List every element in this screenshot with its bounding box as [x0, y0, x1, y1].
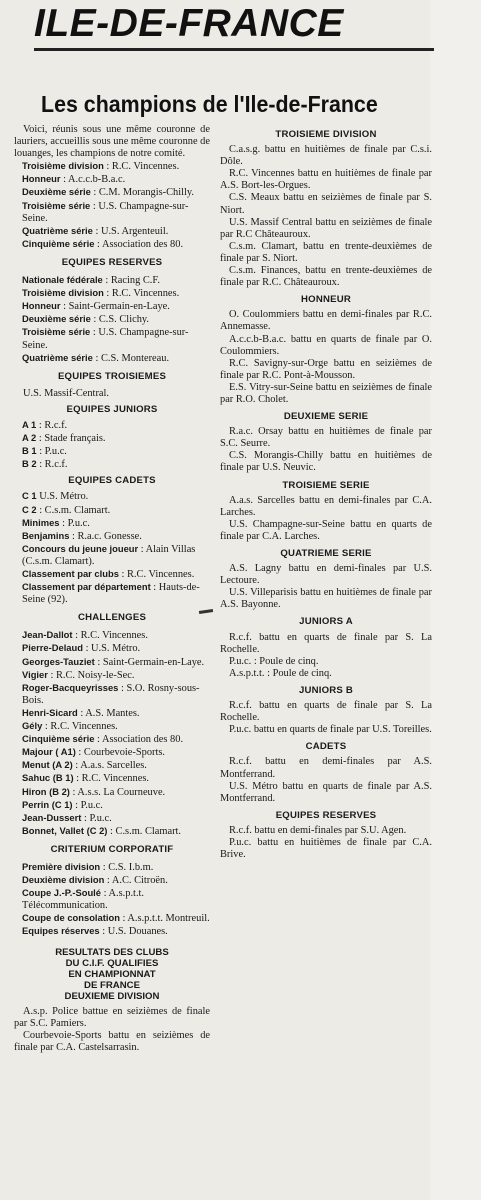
challenges-label: Majour ( A1): [22, 746, 76, 758]
criterium-entry: [14, 912, 210, 925]
challenges-value: : P.u.c.: [81, 812, 112, 824]
resultats-list: [14, 1006, 210, 1054]
cadets-value: : C.s.m. Clamart.: [36, 504, 111, 516]
resultat-item: A.s.p. Police battue en seizièmes de finale par S.C. Pamiers.: [14, 1005, 210, 1029]
cadets-heading: EQUIPES CADETS: [68, 475, 156, 487]
criterium-value: : A.C. Citroën.: [104, 875, 168, 887]
reserves-value: : C.S. Clichy.: [90, 314, 150, 326]
champions-value: : U.S. Argenteuil.: [92, 225, 169, 237]
challenges-value: : P.u.c.: [72, 799, 103, 811]
reserves-entry: [14, 352, 210, 365]
resultats-heading-line: DU C.I.F. QUALIFIES: [65, 957, 159, 969]
resultat-item: Courbevoie-Sports battu en seizièmes de finale par C.A. Castelsarrasin.: [14, 1029, 210, 1053]
challenges-entry: [14, 799, 210, 812]
juniors-entry: [14, 445, 210, 458]
reserves-entry: [14, 274, 210, 287]
result-item: P.u.c. battu en quarts de finale par U.S. Toreilles.: [229, 724, 432, 736]
resultats-heading: [14, 947, 210, 1002]
challenges-label: Menut (A 2): [22, 759, 73, 771]
challenges-value: : A.a.s. Sarcelles.: [72, 760, 147, 772]
resultats-heading-line: DE FRANCE: [84, 979, 140, 991]
champions-label: Troisième série: [22, 199, 91, 211]
challenges-value: : Courbevoie-Sports.: [75, 747, 166, 759]
reserves-label: Troisième série: [22, 326, 91, 338]
challenges-entry: [14, 759, 210, 772]
challenges-label: Jean-Dallot: [22, 629, 73, 641]
challenges-value: : Association des 80.: [94, 734, 184, 746]
criterium-label: Coupe de consolation: [22, 912, 120, 924]
juniors-entry: [14, 419, 210, 432]
cadets-entry: [14, 581, 210, 606]
result-item: P.u.c. : Poule de cinq.: [229, 655, 319, 667]
cadets-entry: [14, 530, 210, 543]
challenges-list: [14, 629, 210, 838]
resultats-heading-line: DEUXIEME DIVISION: [64, 990, 160, 1002]
result-item: U.S. Villeparisis battu en huitièmes de finale par A.S. Bayonne.: [220, 587, 432, 611]
cadets-value: : R.a.c. Gonesse.: [69, 530, 142, 542]
article-headline: Les champions de l'Ile-de-France: [41, 91, 378, 117]
section-heading: TROISIEME SERIE: [282, 479, 370, 491]
challenges-entry: [14, 825, 210, 838]
reserves-entry: [14, 300, 210, 313]
reserves-value: : C.S. Montereau.: [92, 352, 170, 364]
challenges-entry: [14, 772, 210, 785]
champions-label: Cinquième série: [22, 237, 95, 249]
criterium-entry: [14, 887, 210, 912]
challenges-label: Georges-Tauziet: [22, 655, 95, 667]
criterium-value: : C.S. I.b.m.: [100, 861, 154, 873]
reserves-list: [14, 274, 210, 365]
resultats-heading-line: EN CHAMPIONNAT: [68, 968, 156, 980]
result-item: U.S. Champagne-sur-Seine battu en quarts de finale par C.A. Larches.: [220, 518, 432, 542]
challenges-entry: [14, 656, 210, 669]
criterium-entry: [14, 874, 210, 887]
champions-entry: [14, 225, 210, 238]
challenges-entry: [14, 746, 210, 759]
result-item: R.a.c. Orsay battu en huitièmes de finale par S.C. Seurre.: [220, 426, 432, 450]
result-item: R.C. Savigny-sur-Orge battu en seizièmes de finale par R.C. Pont-à-Mousson.: [220, 357, 432, 381]
challenges-value: : R.C. Vincennes.: [42, 721, 118, 733]
cadets-value: : Hauts-de-Seine (92).: [22, 582, 200, 606]
challenges-label: Pierre-Delaud: [22, 642, 83, 654]
left-column: [14, 124, 210, 1054]
cadets-value: U.S. Métro.: [36, 491, 89, 503]
champions-entry: [14, 186, 210, 199]
reserves-entry: [14, 326, 210, 351]
section-heading: HONNEUR: [301, 294, 351, 306]
section-heading: JUNIORS B: [298, 684, 354, 696]
criterium-entry: [14, 861, 210, 874]
challenges-value: : U.S. Métro.: [82, 643, 141, 655]
challenges-entry: [14, 812, 210, 825]
result-item: C.S. Morangis-Chilly battu en huitièmes de finale par U.S. Neuvic.: [220, 450, 432, 474]
challenges-entry: [14, 786, 210, 799]
challenges-entry: [14, 707, 210, 720]
result-item: A.s.p.t.t. : Poule de cinq.: [229, 667, 332, 679]
result-item: C.a.s.g. battu en huitièmes de finale par C.s.i. Dôle.: [220, 144, 432, 168]
criterium-label: Coupe J.-P.-Soulé: [22, 887, 102, 899]
challenges-entry: [14, 733, 210, 746]
challenges-label: Bonnet, Vallet (C 2): [22, 824, 108, 836]
result-item: O. Coulommiers battu en demi-finales par R.C. Annemasse.: [220, 309, 432, 333]
challenges-entry: [14, 629, 210, 642]
reserves-label: Quatrième série: [22, 351, 93, 363]
cadets-value: : P.u.c.: [59, 517, 90, 529]
champions-value: : Association des 80.: [94, 238, 184, 250]
result-item: R.C. Vincennes battu en huitièmes de finale par A.S. Bort-les-Orgues.: [220, 168, 432, 192]
cadets-list: [14, 490, 210, 606]
cadets-value: : Alain Villas (C.s.m. Clamart).: [22, 543, 196, 567]
result-item: C.S. Meaux battu en seizièmes de finale par S. Niort.: [220, 192, 432, 216]
reserves-value: : U.S. Champagne-sur-Seine.: [22, 327, 189, 351]
challenges-value: : R.C. Vincennes.: [72, 630, 148, 642]
cadets-label: Classement par département: [22, 581, 151, 593]
juniors-label: A 1: [22, 418, 37, 430]
result-item: U.S. Métro battu en quarts de finale par A.S. Montferrand.: [220, 780, 432, 804]
result-item: E.S. Vitry-sur-Seine battu en seizièmes de finale par R.O. Cholet.: [220, 381, 432, 405]
reserves-entry: [14, 313, 210, 326]
section-heading: JUNIORS A: [299, 616, 353, 628]
result-item: C.s.m. Finances, battu en trente-deuxièmes de finale par R.C. Châteauroux.: [220, 265, 432, 289]
cadets-value: : R.C. Vincennes.: [118, 569, 195, 580]
result-item: A.c.c.b-B.a.c. battu en quarts de finale par O. Coulommiers.: [220, 333, 432, 357]
juniors-entry: [14, 458, 210, 471]
juniors-value: : P.u.c.: [36, 446, 67, 458]
juniors-list: [14, 419, 210, 471]
criterium-label: Equipes réserves: [22, 925, 100, 937]
champions-entry: [14, 160, 210, 173]
challenges-value: : R.C. Vincennes.: [73, 773, 149, 785]
result-item: R.c.f. battu en quarts de finale par S. La Rochelle.: [220, 631, 432, 655]
cadets-label: C 2: [22, 503, 37, 515]
champions-label: Honneur: [22, 173, 61, 185]
juniors-value: : Stade français.: [36, 433, 106, 445]
result-item: P.u.c. battu en huitièmes de finale par C.A. Brive.: [220, 836, 432, 861]
intro-paragraph: Voici, réunis sous une même couronne de lauriers, accueillis sous une même couronne de louanges, les champions de notre comité.: [14, 124, 210, 160]
adjacent-column-bleed: [430, 0, 481, 1200]
cadets-label: Concours du jeune joueur: [22, 542, 139, 554]
criterium-value: : A.s.p.t.t. Télécommunication.: [22, 888, 145, 912]
section-heading: EQUIPES RESERVES: [275, 809, 377, 821]
reserves-value: : Racing C.F.: [102, 275, 160, 287]
champions-value: : R.C. Vincennes.: [103, 161, 180, 173]
section-heading: QUATRIEME SERIE: [280, 548, 372, 559]
challenges-value: : A.s.s. La Courneuve.: [69, 786, 166, 798]
challenges-value: : R.C. Noisy-le-Sec.: [47, 669, 135, 681]
challenges-value: : Saint-Germain-en-Laye.: [94, 656, 205, 668]
section-heading: DEUXIEME SERIE: [283, 411, 369, 423]
cadets-label: C 1: [22, 490, 37, 502]
criterium-label: Première division: [22, 860, 101, 872]
challenges-label: Vigier: [22, 668, 48, 680]
challenges-value: : A.S. Mantes.: [77, 707, 140, 719]
cadets-label: Classement par clubs: [22, 568, 119, 579]
result-item: R.c.f. battu en demi-finales par A.S. Montferrand.: [220, 756, 432, 780]
cadets-entry: [14, 543, 210, 568]
troisiemes-text: U.S. Massif-Central.: [23, 387, 110, 399]
challenges-label: Jean-Dussert: [22, 811, 82, 823]
juniors-value: : R.c.f.: [36, 419, 68, 431]
challenges-label: Cinquième série: [22, 733, 95, 745]
criterium-list: [14, 861, 210, 939]
criterium-heading: CRITERIUM CORPORATIF: [50, 843, 174, 855]
challenges-label: Henri-Sicard: [22, 706, 78, 718]
criterium-entry: [14, 925, 210, 938]
reserves-label: Honneur: [22, 300, 61, 312]
juniors-label: B 1: [22, 445, 37, 457]
criterium-value: : U.S. Douanes.: [99, 926, 168, 938]
challenges-entry: [14, 682, 210, 707]
challenges-label: Gély: [22, 720, 43, 732]
criterium-value: : A.s.p.t.t. Montreuil.: [119, 913, 210, 925]
challenges-entry: [14, 720, 210, 733]
reserves-heading: EQUIPES RESERVES: [61, 256, 163, 268]
challenges-label: Roger-Bacqueyrisses: [22, 681, 119, 693]
champions-list: [14, 160, 210, 251]
reserves-value: : Saint-Germain-en-Laye.: [60, 301, 170, 313]
juniors-entry: [14, 432, 210, 445]
challenges-label: Hiron (B 2): [22, 785, 70, 797]
challenges-label: Sahuc (B 1): [22, 772, 74, 784]
champions-entry: [14, 173, 210, 186]
reserves-value: : R.C. Vincennes.: [103, 288, 180, 300]
reserves-label: Nationale fédérale: [22, 274, 103, 286]
challenges-entry: [14, 642, 210, 655]
cadets-entry: [14, 517, 210, 530]
banner-title: ILE-DE-FRANCE: [34, 2, 344, 45]
challenges-value: : C.s.m. Clamart.: [107, 825, 182, 837]
champions-value: : A.c.c.b-B.a.c.: [60, 174, 126, 186]
cadets-entry: [14, 490, 210, 503]
result-item: R.c.f. battu en quarts de finale par S. La Rochelle.: [220, 700, 432, 724]
champions-value: : C.M. Morangis-Chilly.: [90, 187, 195, 199]
juniors-label: A 2: [22, 432, 37, 444]
cadets-label: Minimes: [22, 516, 60, 528]
result-item: R.c.f. battu en demi-finales par S.U. Agen.: [229, 824, 407, 836]
champions-label: Troisième division: [22, 160, 104, 172]
champions-label: Deuxième série: [22, 186, 91, 198]
troisiemes-heading: EQUIPES TROISIEMES: [57, 370, 167, 382]
reserves-label: Deuxième série: [22, 313, 91, 325]
reserves-label: Troisième division: [22, 287, 104, 299]
result-item: U.S. Massif Central battu en seizièmes de finale par R.C Châteauroux.: [220, 216, 432, 240]
result-item: C.s.m. Clamart, battu en trente-deuxièmes de finale par S. Niort.: [220, 240, 432, 264]
champions-entry: [14, 200, 210, 225]
challenges-entry: [14, 669, 210, 682]
challenges-label: Perrin (C 1): [22, 798, 73, 810]
challenges-heading: CHALLENGES: [77, 612, 147, 624]
champions-label: Quatrième série: [22, 224, 93, 236]
result-item: A.a.s. Sarcelles battu en demi-finales par C.A. Larches.: [220, 494, 432, 518]
cadets-label: Benjamins: [22, 529, 70, 541]
juniors-value: : R.c.f.: [36, 459, 68, 471]
cadets-entry: [14, 504, 210, 517]
champions-value: : U.S. Champagne-sur-Seine.: [22, 200, 189, 224]
right-column: [220, 124, 432, 861]
result-item: A.S. Lagny battu en demi-finales par U.S. Lectoure.: [220, 563, 432, 587]
challenges-value: : S.O. Rosny-sous-Bois.: [22, 682, 200, 706]
champions-entry: [14, 238, 210, 251]
juniors-label: B 2: [22, 458, 37, 470]
section-heading: TROISIEME DIVISION: [275, 129, 377, 140]
reserves-entry: [14, 287, 210, 300]
section-heading: CADETS: [305, 741, 347, 753]
cadets-entry: [14, 568, 210, 581]
resultats-heading-line: RESULTATS DES CLUBS: [55, 946, 169, 958]
juniors-heading: EQUIPES JUNIORS: [66, 403, 158, 415]
criterium-label: Deuxième division: [22, 874, 105, 886]
